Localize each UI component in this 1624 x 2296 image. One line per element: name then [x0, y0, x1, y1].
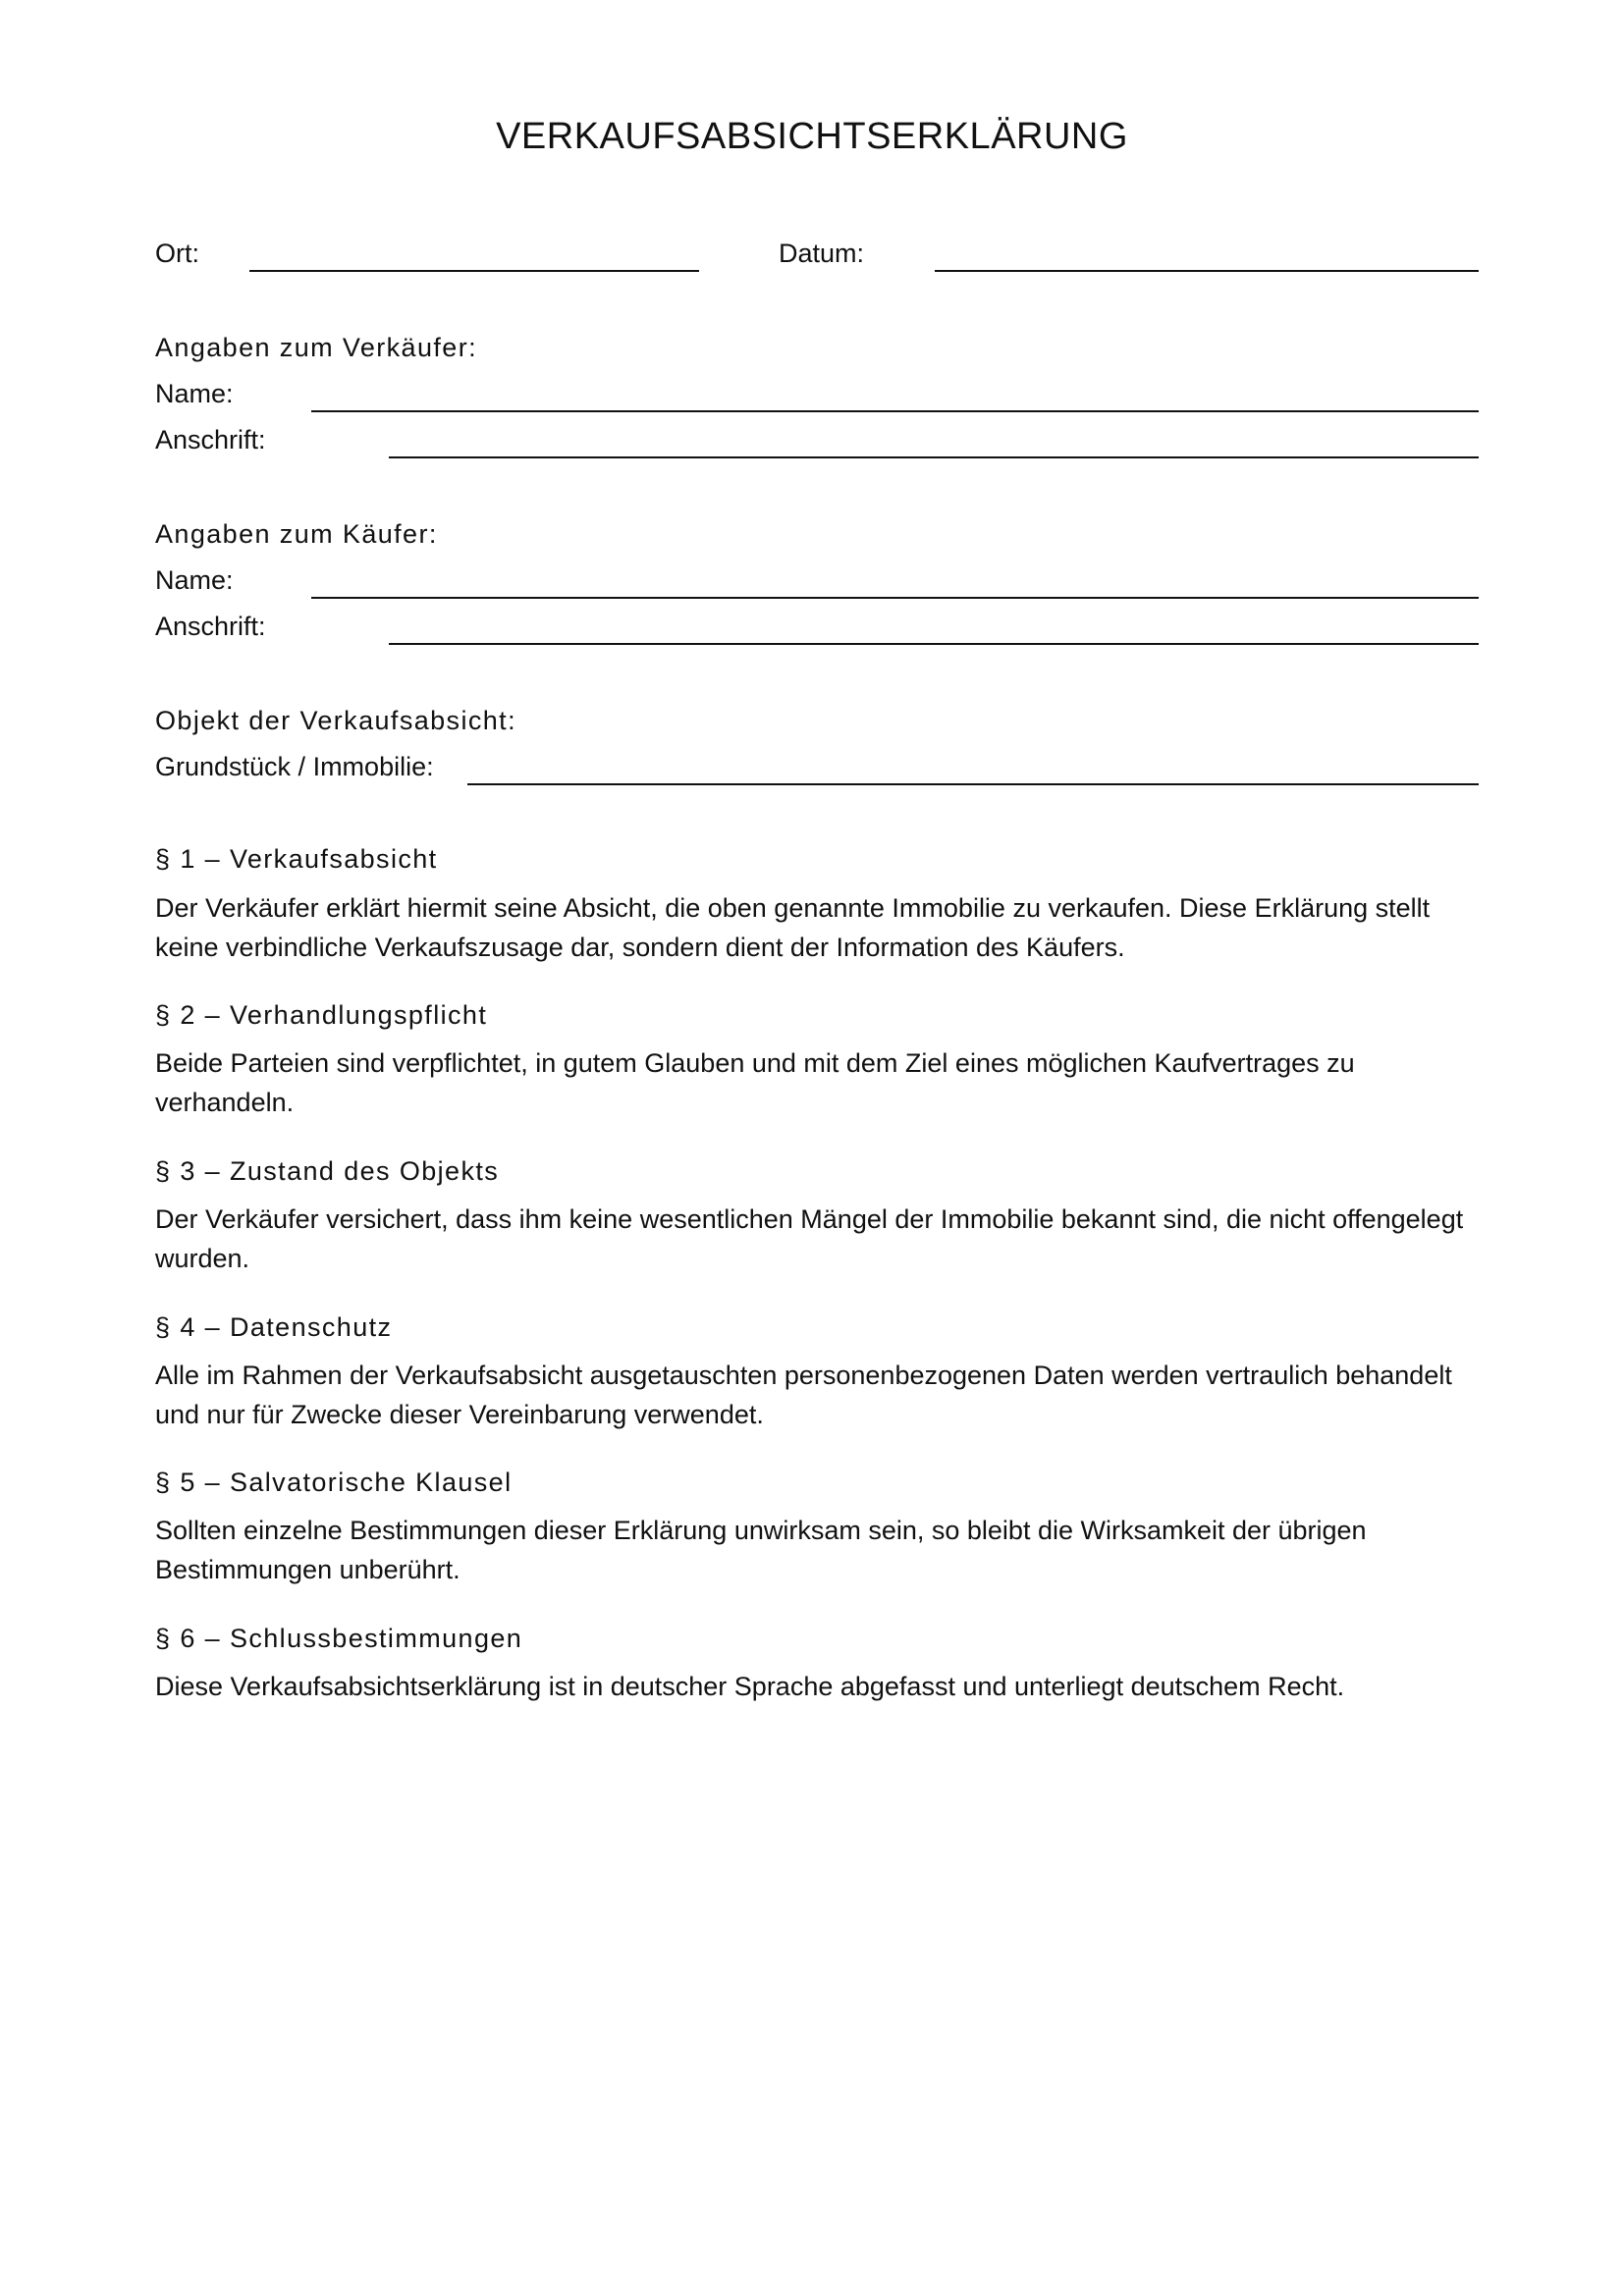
seller-name-line[interactable] — [311, 410, 1479, 412]
buyer-address-line[interactable] — [389, 643, 1479, 645]
section-2-body: Beide Parteien sind verpflichtet, in gutem Glauben und mit dem Ziel eines möglichen Kaufvertrages zu verhandeln. — [155, 1048, 1355, 1117]
section-3-heading: § 3 – Zustand des Objekts — [155, 1156, 500, 1186]
section-5-heading: § 5 – Salvatorische Klausel — [155, 1468, 513, 1497]
section-6-body: Diese Verkaufsabsichtserklärung ist in deutscher Sprache abgefasst und unterliegt deutschem Recht. — [155, 1672, 1345, 1701]
section-6-heading: § 6 – Schlussbestimmungen — [155, 1624, 523, 1653]
section-3-body: Der Verkäufer versichert, dass ihm keine wesentlichen Mängel der Immobilie bekannt sind, die nicht offengelegt wurden. — [155, 1204, 1464, 1273]
section-4-body: Alle im Rahmen der Verkaufsabsicht ausgetauschten personenbezogenen Daten werden vertraulich behandelt und nur für Zwecke dieser Vereinbarung verwendet. — [155, 1361, 1452, 1429]
section-2-heading: § 2 – Verhandlungspflicht — [155, 1000, 488, 1030]
section-1-heading: § 1 – Verkaufsabsicht — [155, 844, 438, 874]
object-heading: Objekt der Verkaufsabsicht: — [155, 706, 516, 735]
property-label: Grundstück / Immobilie: — [155, 752, 434, 781]
ort-label: Ort: — [155, 239, 199, 268]
ort-line[interactable] — [249, 270, 699, 272]
seller-address-line[interactable] — [389, 456, 1479, 458]
document-title: VERKAUFSABSICHTSERKLÄRUNG — [496, 116, 1128, 157]
section-5-body: Sollten einzelne Bestimmungen dieser Erklärung unwirksam sein, so bleibt die Wirksamkeit der übrigen Bestimmungen unberührt. — [155, 1516, 1367, 1584]
buyer-heading: Angaben zum Käufer: — [155, 519, 438, 549]
property-line[interactable] — [467, 783, 1479, 785]
section-1-body: Der Verkäufer erklärt hiermit seine Absicht, die oben genannte Immobilie zu verkaufen. Diese Erklärung stellt keine verbindliche Verkaufszusage dar, sondern dient der Information des Käufers. — [155, 893, 1431, 962]
seller-address-label: Anschrift: — [155, 425, 266, 454]
datum-label: Datum: — [779, 239, 865, 268]
seller-heading: Angaben zum Verkäufer: — [155, 333, 477, 362]
buyer-name-label: Name: — [155, 565, 234, 595]
buyer-name-line[interactable] — [311, 597, 1479, 599]
seller-name-label: Name: — [155, 379, 234, 408]
section-4-heading: § 4 – Datenschutz — [155, 1312, 393, 1342]
datum-line[interactable] — [935, 270, 1479, 272]
buyer-address-label: Anschrift: — [155, 612, 266, 641]
